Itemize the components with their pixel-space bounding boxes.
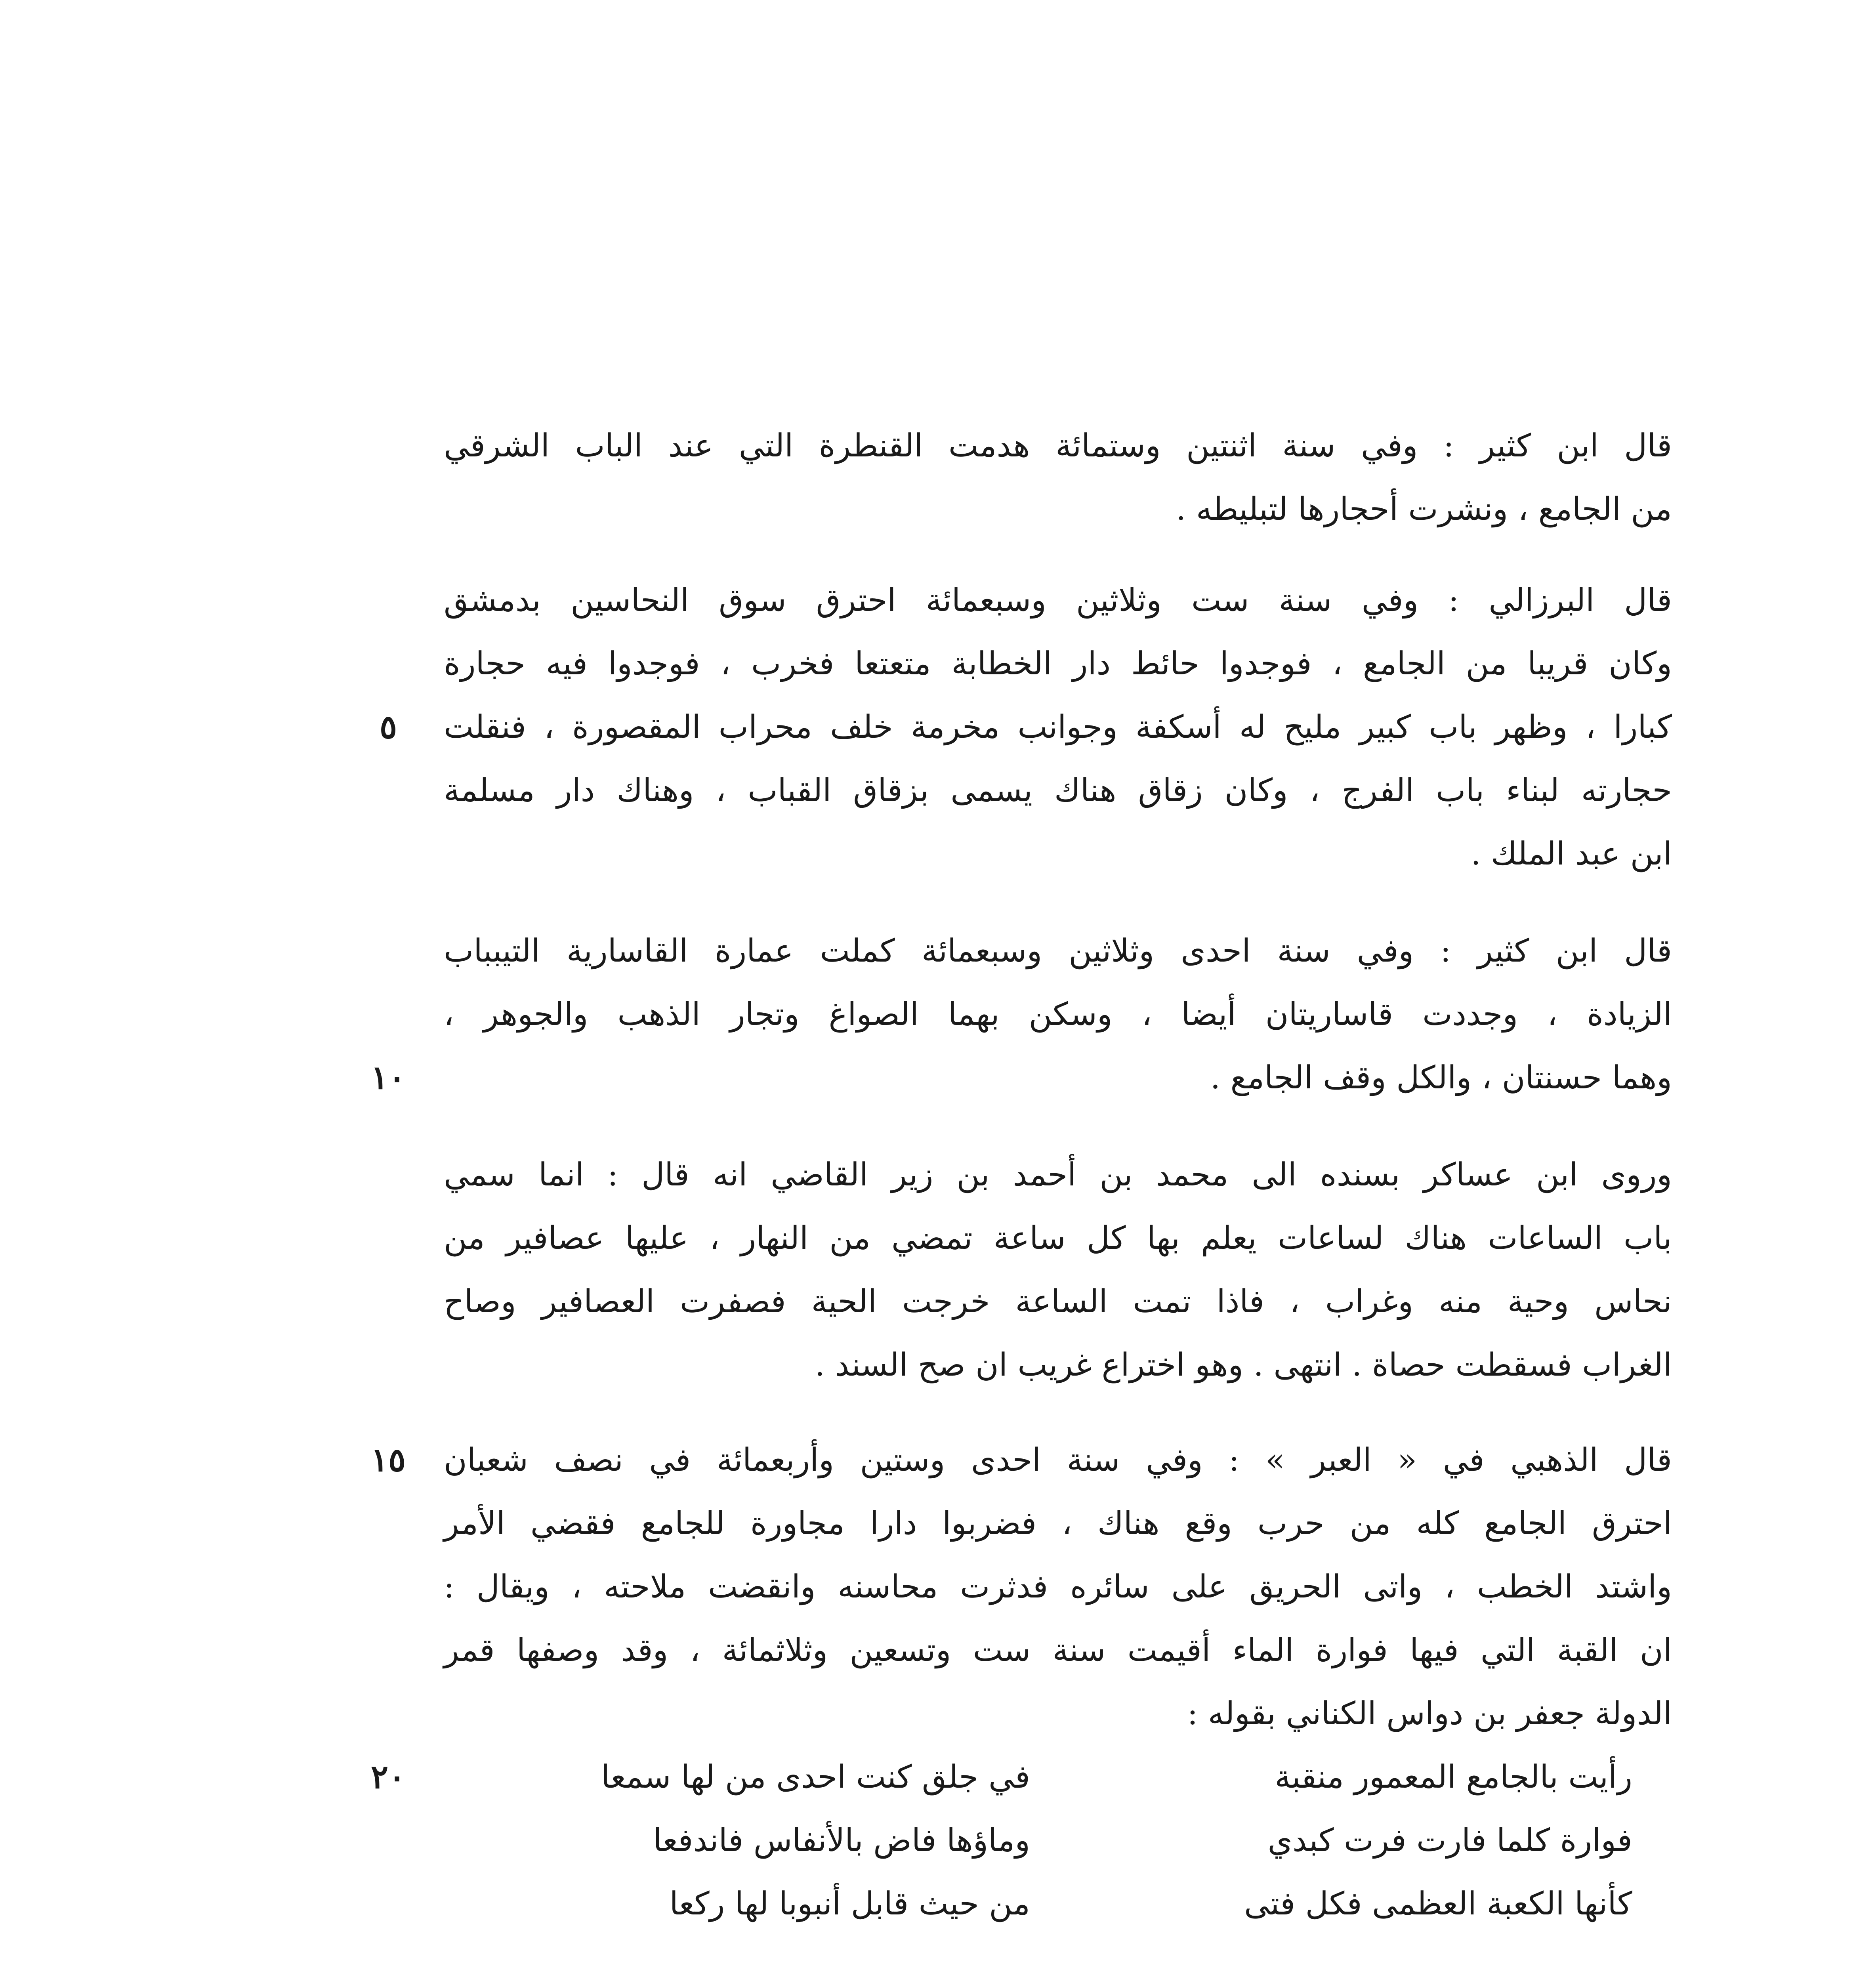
line-number: ١٥: [370, 1441, 406, 1479]
verse-second-hemistich: في جلق كنت احدى من لها سمعا: [601, 1758, 1030, 1795]
text-line: كبارا ، وظهر باب كبير مليح له أسكفة وجوانب مخرمة خلف محراب المقصورة ، فنقلت: [444, 708, 1672, 745]
text-line: وكان قريبا من الجامع ، فوجدوا حائط دار الخطابة متعتعا فخرب ، فوجدوا فيه حجارة: [444, 645, 1672, 682]
text-line: واشتد الخطب ، واتى الحريق على سائره فدثرت محاسنه وانقضت ملاحته ، ويقال :: [444, 1568, 1672, 1605]
verse-second-hemistich: وماؤها فاض بالأنفاس فاندفعا: [653, 1822, 1030, 1859]
text-line: وروى ابن عساكر بسنده الى محمد بن أحمد بن زير القاضي انه قال : انما سمي: [444, 1156, 1672, 1193]
text-line: الدولة جعفر بن دواس الكناني بقوله :: [1187, 1695, 1672, 1732]
text-line: نحاس وحية منه وغراب ، فاذا تمت الساعة خرجت الحية فصفرت العصافير وصاح: [444, 1283, 1672, 1320]
text-line: من الجامع ، ونشرت أحجارها لتبليطه .: [1176, 490, 1672, 527]
text-line: ان القبة التي فيها فوارة الماء أقيمت سنة ست وتسعين وثلاثمائة ، وقد وصفها قمر: [444, 1632, 1672, 1668]
verse-first-hemistich: كأنها الكعبة العظمى فكل فتى: [1244, 1885, 1632, 1922]
verse-second-hemistich: من حيث قابل أنبوبا لها ركعا: [669, 1885, 1030, 1922]
line-number: ١٠: [370, 1059, 406, 1097]
text-line: وهما حسنتان ، والكل وقف الجامع .: [1210, 1059, 1672, 1096]
line-number: ٥: [379, 708, 397, 746]
text-line: احترق الجامع كله من حرب وقع هناك ، فضربوا دارا مجاورة للجامع فقضي الأمر: [444, 1505, 1672, 1542]
text-line: قال ابن كثير : وفي سنة احدى وثلاثين وسبعمائة كملت عمارة القاسارية التيبباب: [444, 932, 1672, 969]
text-line: باب الساعات هناك لساعات يعلم بها كل ساعة تمضي من النهار ، عليها عصافير من: [444, 1220, 1672, 1256]
line-number: ٢٠: [370, 1758, 406, 1796]
text-line: الزيادة ، وجددت قاساريتان أيضا ، وسكن بهما الصواغ وتجار الذهب والجوهر ،: [444, 996, 1672, 1032]
text-line: قال الذهبي في « العبر » : وفي سنة احدى وستين وأربعمائة في نصف شعبان: [444, 1441, 1672, 1478]
text-line: ابن عبد الملك .: [1471, 835, 1672, 872]
verse-first-hemistich: فوارة كلما فارت فرت كبدي: [1267, 1822, 1632, 1859]
text-line: قال ابن كثير : وفي سنة اثنتين وستمائة هدمت القنطرة التي عند الباب الشرقي: [444, 427, 1672, 464]
text-line: قال البرزالي : وفي سنة ست وثلاثين وسبعمائة احترق سوق النحاسين بدمشق: [444, 582, 1672, 618]
text-line: حجارته لبناء باب الفرج ، وكان زقاق هناك يسمى بزقاق القباب ، وهناك دار مسلمة: [444, 772, 1672, 809]
text-line: الغراب فسقطت حصاة . انتهى . وهو اختراع غريب ان صح السند .: [815, 1346, 1672, 1383]
verse-first-hemistich: رأيت بالجامع المعمور منقبة: [1275, 1758, 1632, 1795]
